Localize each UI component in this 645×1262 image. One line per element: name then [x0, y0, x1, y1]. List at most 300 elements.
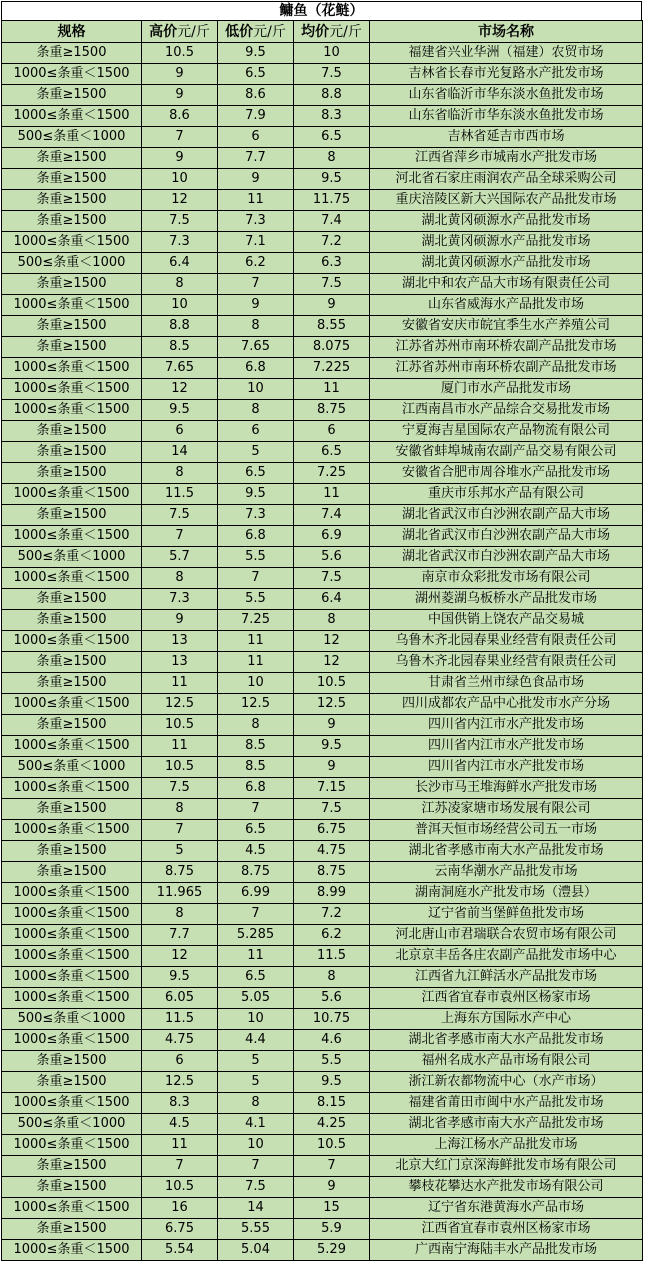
table-row	[2, 904, 643, 925]
cell-low-price: 7.65	[218, 337, 294, 358]
cell-low-price: 7	[218, 568, 294, 589]
cell-avg-price: 5.6	[294, 547, 370, 568]
cell-market: 浙江新农都物流中心（水产市场）	[370, 1072, 643, 1093]
table-row	[2, 1198, 643, 1219]
cell-low-price: 9	[218, 295, 294, 316]
table-row	[2, 799, 643, 820]
table-row	[2, 1219, 643, 1240]
cell-low-price: 4.4	[218, 1030, 294, 1051]
table-row	[2, 106, 643, 127]
cell-low-price: 8.5	[218, 736, 294, 757]
cell-spec: 条重≥1500	[2, 1072, 142, 1093]
cell-avg-price: 9	[294, 295, 370, 316]
table-row	[2, 568, 643, 589]
header-row	[2, 21, 643, 43]
cell-market: 湖北省武汉市白沙洲农副产品大市场	[370, 505, 643, 526]
cell-market: 上海东方国际水产中心	[370, 1009, 643, 1030]
cell-spec: 1000≤条重＜1500	[2, 1030, 142, 1051]
cell-avg-price: 8.075	[294, 337, 370, 358]
cell-market: 福建省莆田市闽中水产品批发市场	[370, 1093, 643, 1114]
cell-market: 南京市众彩批发市场有限公司	[370, 568, 643, 589]
table-row	[2, 610, 643, 631]
cell-avg-price: 9	[294, 1177, 370, 1198]
cell-market: 山东省威海水产品批发市场	[370, 295, 643, 316]
cell-avg-price: 6.2	[294, 925, 370, 946]
cell-low-price: 10	[218, 1135, 294, 1156]
cell-avg-price: 5.29	[294, 1240, 370, 1261]
cell-spec: 500≤条重＜1000	[2, 127, 142, 148]
cell-avg-price: 12.5	[294, 694, 370, 715]
header-high-unit: 元/斤	[177, 23, 210, 40]
cell-high-price: 6.75	[142, 1219, 218, 1240]
cell-high-price: 12.5	[142, 694, 218, 715]
table-row	[2, 442, 643, 463]
cell-high-price: 5.7	[142, 547, 218, 568]
table-row	[2, 274, 643, 295]
cell-spec: 500≤条重＜1000	[2, 547, 142, 568]
cell-high-price: 11	[142, 1135, 218, 1156]
cell-spec: 条重≥1500	[2, 274, 142, 295]
cell-spec: 条重≥1500	[2, 1177, 142, 1198]
cell-low-price: 9	[218, 169, 294, 190]
table-row	[2, 673, 643, 694]
cell-spec: 1000≤条重＜1500	[2, 820, 142, 841]
cell-low-price: 8	[218, 715, 294, 736]
cell-low-price: 7	[218, 904, 294, 925]
cell-avg-price: 4.25	[294, 1114, 370, 1135]
cell-spec: 1000≤条重＜1500	[2, 64, 142, 85]
cell-market: 乌鲁木齐北园春果业经营有限责任公司	[370, 631, 643, 652]
table-row	[2, 1009, 643, 1030]
table-body	[2, 43, 643, 1261]
cell-spec: 条重≥1500	[2, 85, 142, 106]
cell-market: 湖北黄冈硕源水产品批发市场	[370, 253, 643, 274]
cell-market: 江苏省苏州市南环桥农副产品批发市场	[370, 337, 643, 358]
cell-high-price: 11	[142, 736, 218, 757]
cell-high-price: 7.5	[142, 505, 218, 526]
cell-market: 中国供销上饶农产品交易城	[370, 610, 643, 631]
cell-high-price: 10.5	[142, 43, 218, 64]
cell-spec: 1000≤条重＜1500	[2, 1198, 142, 1219]
cell-spec: 条重≥1500	[2, 673, 142, 694]
cell-low-price: 5.285	[218, 925, 294, 946]
cell-high-price: 5.54	[142, 1240, 218, 1261]
table-row	[2, 253, 643, 274]
cell-spec: 条重≥1500	[2, 862, 142, 883]
cell-low-price: 6.99	[218, 883, 294, 904]
table-row	[2, 820, 643, 841]
cell-avg-price: 10.5	[294, 1135, 370, 1156]
cell-low-price: 11	[218, 652, 294, 673]
table-row	[2, 1093, 643, 1114]
cell-spec: 1000≤条重＜1500	[2, 967, 142, 988]
cell-low-price: 14	[218, 1198, 294, 1219]
table-row	[2, 1030, 643, 1051]
cell-spec: 1000≤条重＜1500	[2, 883, 142, 904]
cell-high-price: 16	[142, 1198, 218, 1219]
cell-avg-price: 6.75	[294, 820, 370, 841]
table-row	[2, 715, 643, 736]
table-row	[2, 337, 643, 358]
cell-high-price: 8.5	[142, 337, 218, 358]
cell-high-price: 7	[142, 526, 218, 547]
cell-market: 江西南昌市水产品综合交易批发市场	[370, 400, 643, 421]
table-row	[2, 85, 643, 106]
cell-avg-price: 8.55	[294, 316, 370, 337]
cell-high-price: 10.5	[142, 1177, 218, 1198]
table-row	[2, 127, 643, 148]
cell-avg-price: 8.3	[294, 106, 370, 127]
cell-low-price: 7.9	[218, 106, 294, 127]
cell-high-price: 7	[142, 820, 218, 841]
table-row	[2, 883, 643, 904]
cell-low-price: 6.8	[218, 526, 294, 547]
cell-avg-price: 7.25	[294, 463, 370, 484]
table-row	[2, 757, 643, 778]
cell-spec: 1000≤条重＜1500	[2, 778, 142, 799]
cell-avg-price: 4.75	[294, 841, 370, 862]
cell-low-price: 7.25	[218, 610, 294, 631]
cell-spec: 1000≤条重＜1500	[2, 379, 142, 400]
cell-avg-price: 8	[294, 610, 370, 631]
cell-avg-price: 4.6	[294, 1030, 370, 1051]
cell-avg-price: 9.5	[294, 1072, 370, 1093]
cell-high-price: 6.05	[142, 988, 218, 1009]
cell-high-price: 4.5	[142, 1114, 218, 1135]
cell-avg-price: 15	[294, 1198, 370, 1219]
cell-avg-price: 7.225	[294, 358, 370, 379]
cell-high-price: 9	[142, 610, 218, 631]
cell-spec: 条重≥1500	[2, 190, 142, 211]
cell-high-price: 7	[142, 1156, 218, 1177]
cell-market: 湖北省孝感市南大水产品批发市场	[370, 841, 643, 862]
cell-spec: 1000≤条重＜1500	[2, 631, 142, 652]
cell-spec: 500≤条重＜1000	[2, 253, 142, 274]
cell-high-price: 7.3	[142, 232, 218, 253]
sheet-title: 鳙鱼（花鲢）	[1, 1, 642, 20]
cell-market: 北京京丰岳各庄农副产品批发市场中心	[370, 946, 643, 967]
table-row	[2, 589, 643, 610]
cell-market: 普洱天恒市场经营公司五一市场	[370, 820, 643, 841]
cell-avg-price: 6	[294, 421, 370, 442]
cell-avg-price: 12	[294, 652, 370, 673]
cell-spec: 1000≤条重＜1500	[2, 1135, 142, 1156]
cell-spec: 1000≤条重＜1500	[2, 988, 142, 1009]
cell-avg-price: 9.5	[294, 169, 370, 190]
table-row	[2, 295, 643, 316]
cell-market: 乌鲁木齐北园春果业经营有限责任公司	[370, 652, 643, 673]
cell-market: 重庆市乐邦水产品有限公司	[370, 484, 643, 505]
table-row	[2, 652, 643, 673]
cell-spec: 条重≥1500	[2, 169, 142, 190]
cell-avg-price: 8.99	[294, 883, 370, 904]
cell-low-price: 6.8	[218, 778, 294, 799]
cell-high-price: 5	[142, 841, 218, 862]
cell-avg-price: 7	[294, 1156, 370, 1177]
cell-low-price: 5	[218, 1051, 294, 1072]
cell-low-price: 6	[218, 127, 294, 148]
cell-low-price: 12.5	[218, 694, 294, 715]
cell-spec: 1000≤条重＜1500	[2, 925, 142, 946]
cell-low-price: 11	[218, 946, 294, 967]
cell-low-price: 5	[218, 1072, 294, 1093]
cell-avg-price: 8	[294, 148, 370, 169]
cell-avg-price: 7.5	[294, 64, 370, 85]
cell-low-price: 5.05	[218, 988, 294, 1009]
cell-spec: 条重≥1500	[2, 316, 142, 337]
cell-avg-price: 11.75	[294, 190, 370, 211]
cell-spec: 1000≤条重＜1500	[2, 736, 142, 757]
cell-avg-price: 11	[294, 484, 370, 505]
cell-low-price: 7.1	[218, 232, 294, 253]
table-row	[2, 400, 643, 421]
cell-market: 攀枝花攀达水产批发市场有限公司	[370, 1177, 643, 1198]
cell-avg-price: 9	[294, 757, 370, 778]
header-market	[370, 21, 643, 43]
cell-avg-price: 7.4	[294, 211, 370, 232]
cell-low-price: 6.2	[218, 253, 294, 274]
cell-low-price: 8	[218, 400, 294, 421]
table-row	[2, 43, 643, 64]
table-row	[2, 925, 643, 946]
cell-avg-price: 11	[294, 379, 370, 400]
cell-low-price: 8.75	[218, 862, 294, 883]
cell-high-price: 12.5	[142, 1072, 218, 1093]
cell-avg-price: 9.5	[294, 736, 370, 757]
table-row	[2, 547, 643, 568]
header-spec	[2, 21, 142, 43]
cell-avg-price: 7.4	[294, 505, 370, 526]
table-row	[2, 169, 643, 190]
cell-avg-price: 6.4	[294, 589, 370, 610]
cell-spec: 条重≥1500	[2, 211, 142, 232]
cell-spec: 1000≤条重＜1500	[2, 295, 142, 316]
cell-low-price: 9.5	[218, 484, 294, 505]
cell-high-price: 13	[142, 652, 218, 673]
cell-high-price: 9	[142, 85, 218, 106]
cell-market: 厦门市水产品批发市场	[370, 379, 643, 400]
cell-high-price: 8	[142, 568, 218, 589]
table-row	[2, 421, 643, 442]
cell-low-price: 5.5	[218, 589, 294, 610]
cell-market: 长沙市马王堆海鲜水产批发市场	[370, 778, 643, 799]
cell-low-price: 11	[218, 190, 294, 211]
table-row	[2, 505, 643, 526]
cell-avg-price: 7.5	[294, 274, 370, 295]
cell-high-price: 8	[142, 799, 218, 820]
cell-low-price: 7	[218, 274, 294, 295]
cell-spec: 500≤条重＜1000	[2, 1009, 142, 1030]
cell-high-price: 11.5	[142, 484, 218, 505]
header-market-label: 市场名称	[478, 23, 534, 40]
cell-high-price: 7.5	[142, 778, 218, 799]
cell-low-price: 10	[218, 379, 294, 400]
cell-spec: 1000≤条重＜1500	[2, 232, 142, 253]
cell-low-price: 8.5	[218, 757, 294, 778]
cell-low-price: 6	[218, 421, 294, 442]
table-row	[2, 1114, 643, 1135]
cell-high-price: 13	[142, 631, 218, 652]
cell-low-price: 9.5	[218, 43, 294, 64]
cell-low-price: 8	[218, 316, 294, 337]
cell-spec: 1000≤条重＜1500	[2, 484, 142, 505]
cell-spec: 1000≤条重＜1500	[2, 1093, 142, 1114]
cell-spec: 1000≤条重＜1500	[2, 526, 142, 547]
cell-market: 辽宁省前当堡鲜鱼批发市场	[370, 904, 643, 925]
cell-market: 安徽省蚌埠城南农副产品交易有限公司	[370, 442, 643, 463]
table-row	[2, 358, 643, 379]
header-avg-price	[294, 21, 370, 43]
cell-spec: 条重≥1500	[2, 337, 142, 358]
cell-low-price: 10	[218, 673, 294, 694]
cell-spec: 1000≤条重＜1500	[2, 1240, 142, 1261]
cell-spec: 1000≤条重＜1500	[2, 358, 142, 379]
cell-low-price: 10	[218, 1009, 294, 1030]
cell-avg-price: 6.5	[294, 127, 370, 148]
cell-spec: 条重≥1500	[2, 148, 142, 169]
header-low-label: 低价	[225, 23, 254, 40]
cell-market: 安徽省合肥市周谷堆水产品批发市场	[370, 463, 643, 484]
cell-spec: 1000≤条重＜1500	[2, 568, 142, 589]
cell-market: 湖北省孝感市南大水产品批发市场	[370, 1114, 643, 1135]
cell-market: 江西省宜春市袁州区杨家市场	[370, 1219, 643, 1240]
table-row	[2, 1177, 643, 1198]
cell-high-price: 9	[142, 64, 218, 85]
cell-high-price: 8	[142, 274, 218, 295]
cell-avg-price: 6.3	[294, 253, 370, 274]
cell-avg-price: 11.5	[294, 946, 370, 967]
cell-spec: 条重≥1500	[2, 463, 142, 484]
cell-high-price: 9.5	[142, 967, 218, 988]
cell-market: 四川省内江市水产批发市场	[370, 736, 643, 757]
table-row	[2, 946, 643, 967]
header-avg-unit: 元/斤	[329, 23, 362, 40]
cell-market: 四川省内江市水产批发市场	[370, 757, 643, 778]
table-row	[2, 526, 643, 547]
cell-high-price: 11.965	[142, 883, 218, 904]
cell-market: 江西省萍乡市城南水产批发市场	[370, 148, 643, 169]
cell-spec: 500≤条重＜1000	[2, 757, 142, 778]
cell-high-price: 9	[142, 148, 218, 169]
cell-high-price: 8.3	[142, 1093, 218, 1114]
cell-spec: 条重≥1500	[2, 652, 142, 673]
cell-market: 湖南洞庭水产批发市场（澧县）	[370, 883, 643, 904]
cell-high-price: 7.7	[142, 925, 218, 946]
cell-low-price: 5.04	[218, 1240, 294, 1261]
cell-avg-price: 6.5	[294, 442, 370, 463]
cell-low-price: 6.5	[218, 64, 294, 85]
cell-market: 江苏省苏州市南环桥农副产品批发市场	[370, 358, 643, 379]
cell-low-price: 7	[218, 1156, 294, 1177]
table-row	[2, 148, 643, 169]
cell-high-price: 8	[142, 463, 218, 484]
cell-market: 湖北黄冈硕源水产品批发市场	[370, 232, 643, 253]
cell-high-price: 8	[142, 904, 218, 925]
cell-low-price: 7.3	[218, 505, 294, 526]
table-row	[2, 694, 643, 715]
cell-spec: 条重≥1500	[2, 715, 142, 736]
table-row	[2, 1051, 643, 1072]
cell-market: 云南华潮水产品批发市场	[370, 862, 643, 883]
cell-market: 辽宁省东港黄海水产品市场	[370, 1198, 643, 1219]
cell-market: 上海江杨水产品批发市场	[370, 1135, 643, 1156]
cell-spec: 1000≤条重＜1500	[2, 400, 142, 421]
cell-spec: 条重≥1500	[2, 799, 142, 820]
table-row	[2, 64, 643, 85]
cell-avg-price: 8.8	[294, 85, 370, 106]
cell-low-price: 6.5	[218, 463, 294, 484]
cell-market: 四川成都农产品中心批发市水产分场	[370, 694, 643, 715]
cell-high-price: 12	[142, 379, 218, 400]
cell-avg-price: 8	[294, 967, 370, 988]
table-row	[2, 1240, 643, 1261]
cell-high-price: 6	[142, 1051, 218, 1072]
cell-avg-price: 7.15	[294, 778, 370, 799]
header-avg-label: 均价	[301, 23, 330, 40]
table-row	[2, 736, 643, 757]
cell-low-price: 6.8	[218, 358, 294, 379]
cell-avg-price: 8.15	[294, 1093, 370, 1114]
cell-spec: 条重≥1500	[2, 841, 142, 862]
cell-market: 重庆涪陵区新大兴国际农产品批发市场	[370, 190, 643, 211]
cell-high-price: 7.3	[142, 589, 218, 610]
table-row	[2, 988, 643, 1009]
cell-market: 河北省石家庄雨润农产品全球采购公司	[370, 169, 643, 190]
cell-high-price: 10.5	[142, 715, 218, 736]
cell-high-price: 12	[142, 190, 218, 211]
cell-high-price: 7.65	[142, 358, 218, 379]
cell-market: 福州名成水产品市场有限公司	[370, 1051, 643, 1072]
cell-low-price: 7.3	[218, 211, 294, 232]
cell-spec: 500≤条重＜1000	[2, 1114, 142, 1135]
cell-market: 江西省九江鲜活水产品批发市场	[370, 967, 643, 988]
cell-market: 江西省宜春市袁州区杨家市场	[370, 988, 643, 1009]
cell-high-price: 7	[142, 127, 218, 148]
cell-low-price: 4.1	[218, 1114, 294, 1135]
cell-avg-price: 10.75	[294, 1009, 370, 1030]
header-low-unit: 元/斤	[253, 23, 286, 40]
cell-spec: 1000≤条重＜1500	[2, 946, 142, 967]
cell-avg-price: 6.9	[294, 526, 370, 547]
cell-low-price: 7.7	[218, 148, 294, 169]
cell-avg-price: 7.5	[294, 799, 370, 820]
cell-avg-price: 5.6	[294, 988, 370, 1009]
cell-low-price: 5.55	[218, 1219, 294, 1240]
cell-market: 甘肃省兰州市绿色食品市场	[370, 673, 643, 694]
table-row	[2, 631, 643, 652]
cell-low-price: 4.5	[218, 841, 294, 862]
cell-market: 宁夏海吉星国际农产品物流有限公司	[370, 421, 643, 442]
cell-low-price: 11	[218, 631, 294, 652]
cell-high-price: 8.8	[142, 316, 218, 337]
cell-spec: 条重≥1500	[2, 43, 142, 64]
table-row	[2, 211, 643, 232]
cell-low-price: 5.5	[218, 547, 294, 568]
cell-market: 吉林省延吉市西市场	[370, 127, 643, 148]
table-row	[2, 1072, 643, 1093]
table-row	[2, 862, 643, 883]
cell-avg-price: 12	[294, 631, 370, 652]
cell-high-price: 12	[142, 946, 218, 967]
cell-market: 湖北黄冈硕源水产品批发市场	[370, 211, 643, 232]
cell-spec: 1000≤条重＜1500	[2, 694, 142, 715]
table-row	[2, 967, 643, 988]
cell-high-price: 14	[142, 442, 218, 463]
cell-spec: 条重≥1500	[2, 610, 142, 631]
cell-market: 安徽省安庆市皖宜季生水产养殖公司	[370, 316, 643, 337]
cell-avg-price: 5.5	[294, 1051, 370, 1072]
cell-avg-price: 5.9	[294, 1219, 370, 1240]
